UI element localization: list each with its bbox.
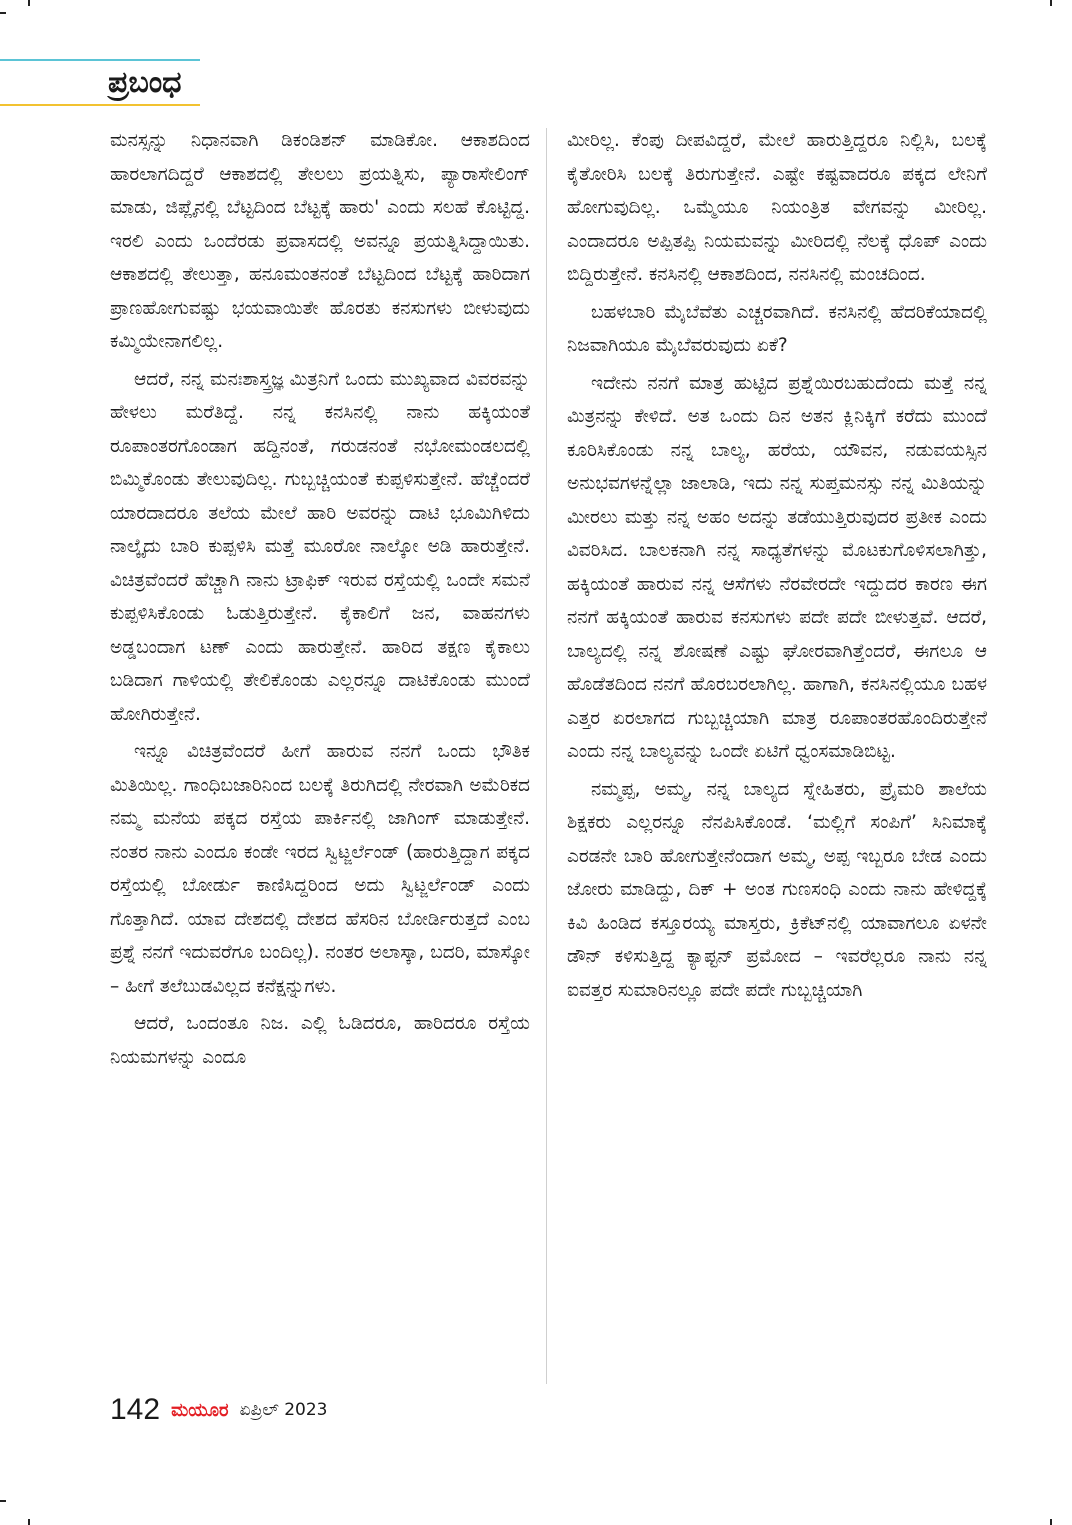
paragraph: ಆದರೆ, ಒಂದಂತೂ ನಿಜ. ಎಲ್ಲಿ ಓಡಿದರೂ, ಹಾರಿದರೂ ರಸ್ತೆಯ ನಿಯಮಗಳನ್ನು ಎಂದೂ bbox=[110, 1013, 530, 1068]
magazine-logo: ಮಯೂರ bbox=[171, 1399, 229, 1421]
page-footer bbox=[110, 1392, 327, 1432]
paragraph: ನಮ್ಮಪ್ಪ, ಅಮ್ಮ, ನನ್ನ ಬಾಲ್ಯದ ಸ್ನೇಹಿತರು, ಪ್ರೈಮರಿ ಶಾಲೆಯ ಶಿಕ್ಷಕರು ಎಲ್ಲರನ್ನೂ ನೆನಪಿಸಿಕೊಂಡೆ. ‘ಮಲ್ಲಿಗೆ ಸಂಪಿಗೆ’ ಸಿನಿಮಾಕ್ಕೆ ಎರಡನೇ ಬಾರಿ ಹೋಗುತ್ತೇನೆಂದಾಗ ಅಮ್ಮ, ಅಪ್ಪ ಇಬ್ಬರೂ ಬೇಡ ಎಂದು ಜೋರು ಮಾಡಿದ್ದು, ದಿಕ್ + ಅಂತ ಗುಣಸಂಧಿ ಎಂದು ನಾನು ಹೇಳಿದ್ದಕ್ಕೆ ಕಿವಿ ಹಿಂಡಿದ ಕಸ್ತೂರಯ್ಯ ಮಾಸ್ತರು, ಕ್ರಿಕೆಟ್‌ನಲ್ಲಿ ಯಾವಾಗಲೂ ಏಳನೇ ಡೌನ್ ಕಳಿಸುತ್ತಿದ್ದ ಕ್ಯಾಪ್ಟನ್ ಪ್ರಮೋದ – ಇವರೆಲ್ಲರೂ ನಾನು ನನ್ನ ಐವತ್ತರ ಸುಮಾರಿನಲ್ಲೂ ಪದೇ ಪದೇ ಗುಬ್ಬಚ್ಚಿಯಾಗಿ bbox=[567, 778, 987, 1001]
column-divider bbox=[546, 128, 547, 1384]
issue-date: ಏಪ್ರಿಲ್ 2023 bbox=[239, 1400, 328, 1420]
page-number: 142 bbox=[110, 1393, 161, 1426]
article-column-right bbox=[567, 124, 987, 1384]
section-title: ಪ್ರಬಂಧ bbox=[108, 65, 182, 100]
crop-mark bbox=[0, 12, 6, 14]
paragraph: ಮನಸ್ಸನ್ನು ನಿಧಾನವಾಗಿ ಡಿಕಂಡಿಶನ್ ಮಾಡಿಕೋ. ಆಕಾಶದಿಂದ ಹಾರಲಾಗದಿದ್ದರೆ ಆಕಾಶದಲ್ಲಿ ತೇಲಲು ಪ್ರಯತ್ನಿಸು, ಪ್ಯಾರಾಸೇಲಿಂಗ್ ಮಾಡು, ಜಿಪ್ಲೈನಲ್ಲಿ ಬೆಟ್ಟದಿಂದ ಬೆಟ್ಟಕ್ಕೆ ಹಾರು' ಎಂದು ಸಲಹೆ ಕೊಟ್ಟಿದ್ದ. ಇರಲಿ ಎಂದು ಒಂದೆರಡು ಪ್ರವಾಸದಲ್ಲಿ ಅವನ್ನೂ ಪ್ರಯತ್ನಿಸಿದ್ದಾಯಿತು. ಆಕಾಶದಲ್ಲಿ ತೇಲುತ್ತಾ, ಹನೂಮಂತನಂತೆ ಬೆಟ್ಟದಿಂದ ಬೆಟ್ಟಕ್ಕೆ ಹಾರಿದಾಗ ಪ್ರಾಣಹೋಗುವಷ್ಟು ಭಯವಾಯಿತೇ ಹೊರತು ಕನಸುಗಳು ಬೀಳುವುದು ಕಮ್ಮಿಯೇನಾಗಲಿಲ್ಲ. bbox=[110, 130, 530, 352]
section-rule-bottom bbox=[0, 104, 200, 106]
paragraph: ಆದರೆ, ನನ್ನ ಮನಃಶಾಸ್ತ್ರಜ್ಞ ಮಿತ್ರನಿಗೆ ಒಂದು ಮುಖ್ಯವಾದ ವಿವರವನ್ನು ಹೇಳಲು ಮರೆತಿದ್ದೆ. ನನ್ನ ಕನಸಿನಲ್ಲಿ ನಾನು ಹಕ್ಕಿಯಂತೆ ರೂಪಾಂತರಗೊಂಡಾಗ ಹದ್ದಿನಂತೆ, ಗರುಡನಂತೆ ನಭೋಮಂಡಲದಲ್ಲಿ ಬಿಮ್ಮಿಕೊಂಡು ತೇಲುವುದಿಲ್ಲ. ಗುಬ್ಬಚ್ಚಿಯಂತೆ ಕುಪ್ಪಳಿಸುತ್ತೇನೆ. ಹೆಚ್ಚೆಂದರೆ ಯಾರದಾದರೂ ತಲೆಯ ಮೇಲೆ ಹಾರಿ ಅವರನ್ನು ದಾಟಿ ಭೂಮಿಗಿಳಿದು ನಾಲ್ಕೈದು ಬಾರಿ ಕುಪ್ಪಳಿಸಿ ಮತ್ತೆ ಮೂರೋ ನಾಲ್ಕೋ ಅಡಿ ಹಾರುತ್ತೇನೆ. ವಿಚಿತ್ರವೆಂದರೆ ಹೆಚ್ಚಾಗಿ ನಾನು ಟ್ರಾಫಿಕ್ ಇರುವ ರಸ್ತೆಯಲ್ಲಿ ಒಂದೇ ಸಮನೆ ಕುಪ್ಪಳಿಸಿಕೊಂಡು ಓಡುತ್ತಿರುತ್ತೇನೆ. ಕೈಕಾಲಿಗೆ ಜನ, ವಾಹನಗಳು ಅಡ್ಡಬಂದಾಗ ಟಣ್ ಎಂದು ಹಾರುತ್ತೇನೆ. ಹಾರಿದ ತಕ್ಷಣ ಕೈಕಾಲು ಬಡಿದಾಗ ಗಾಳಿಯಲ್ಲಿ ತೇಲಿಕೊಂಡು ಎಲ್ಲರನ್ನೂ ದಾಟಿಕೊಂಡು ಮುಂದೆ ಹೋಗಿರುತ್ತೇನೆ. bbox=[110, 368, 530, 725]
crop-mark bbox=[1050, 0, 1052, 6]
crop-mark bbox=[28, 1519, 30, 1525]
paragraph: ಬಹಳಬಾರಿ ಮೈಬೆವೆತು ಎಚ್ಚರವಾಗಿದೆ. ಕನಸಿನಲ್ಲಿ ಹೆದರಿಕೆಯಾದಲ್ಲಿ ನಿಜವಾಗಿಯೂ ಮೈಬೆವರುವುದು ಏಕೆ? bbox=[567, 301, 987, 356]
crop-mark bbox=[0, 1500, 6, 1502]
paragraph: ಇದೇನು ನನಗೆ ಮಾತ್ರ ಹುಟ್ಟಿದ ಪ್ರಶ್ನೆಯಿರಬಹುದೆಂದು ಮತ್ತೆ ನನ್ನ ಮಿತ್ರನನ್ನು ಕೇಳಿದೆ. ಅತ ಒಂದು ದಿನ ಅತನ ಕ್ಲಿನಿಕ್ಕಿಗೆ ಕರೆದು ಮುಂದೆ ಕೂರಿಸಿಕೊಂಡು ನನ್ನ ಬಾಲ್ಯ, ಹರೆಯ, ಯೌವನ, ನಡುವಯಸ್ಸಿನ ಅನುಭವಗಳನ್ನೆಲ್ಲಾ ಜಾಲಾಡಿ, ಇದು ನನ್ನ ಸುಪ್ತಮನಸ್ಸು ನನ್ನ ಮಿತಿಯನ್ನು ಮೀರಲು ಮತ್ತು ನನ್ನ ಅಹಂ ಅದನ್ನು ತಡೆಯುತ್ತಿರುವುದರ ಪ್ರತೀಕ ಎಂದು ವಿವರಿಸಿದ. ಬಾಲಕನಾಗಿ ನನ್ನ ಸಾಧ್ಯತೆಗಳನ್ನು ಮೊಟಕುಗೊಳಿಸಲಾಗಿತ್ತು, ಹಕ್ಕಿಯಂತೆ ಹಾರುವ ನನ್ನ ಆಸೆಗಳು ನೆರವೇರದೇ ಇದ್ದುದರ ಕಾರಣ ಈಗ ನನಗೆ ಹಕ್ಕಿಯಂತೆ ಹಾರುವ ಕನಸುಗಳು ಪದೇ ಪದೇ ಬೀಳುತ್ತವೆ. ಆದರೆ, ಬಾಲ್ಯದಲ್ಲಿ ನನ್ನ ಶೋಷಣೆ ಎಷ್ಟು ಘೋರವಾಗಿತ್ತೆಂದರೆ, ಈಗಲೂ ಆ ಹೊಡೆತದಿಂದ ನನಗೆ ಹೊರಬರಲಾಗಿಲ್ಲ. ಹಾಗಾಗಿ, ಕನಸಿನಲ್ಲಿಯೂ ಬಹಳ ಎತ್ತರ ಏರಲಾಗದ ಗುಬ್ಬಚ್ಚಿಯಾಗಿ ಮಾತ್ರ ರೂಪಾಂತರಹೊಂದಿರುತ್ತೇನೆ ಎಂದು ನನ್ನ ಬಾಲ್ಯವನ್ನು ಒಂದೇ ಏಟಿಗೆ ಧ್ವಂಸಮಾಡಿಬಿಟ್ಟ. bbox=[567, 372, 987, 762]
section-rule-top bbox=[0, 59, 200, 61]
crop-mark bbox=[28, 0, 30, 6]
paragraph: ಮೀರಿಲ್ಲ. ಕೆಂಪು ದೀಪವಿದ್ದರೆ, ಮೇಲೆ ಹಾರುತ್ತಿದ್ದರೂ ನಿಲ್ಲಿಸಿ, ಬಲಕ್ಕೆ ಕೈತೋರಿಸಿ ಬಲಕ್ಕೆ ತಿರುಗುತ್ತೇನೆ. ಎಷ್ಟೇ ಕಷ್ಟವಾದರೂ ಪಕ್ಕದ ಲೇನಿಗೆ ಹೋಗುವುದಿಲ್ಲ. ಒಮ್ಮೆಯೂ ನಿಯಂತ್ರಿತ ವೇಗವನ್ನು ಮೀರಿಲ್ಲ. ಎಂದಾದರೂ ಅಪ್ಪಿತಪ್ಪಿ ನಿಯಮವನ್ನು ಮೀರಿದಲ್ಲಿ ನೆಲಕ್ಕೆ ಧೊಪ್ ಎಂದು ಬಿದ್ದಿರುತ್ತೇನೆ. ಕನಸಿನಲ್ಲಿ ಆಕಾಶದಿಂದ, ನನಸಿನಲ್ಲಿ ಮಂಚದಿಂದ. bbox=[567, 130, 987, 285]
crop-mark bbox=[1050, 1519, 1052, 1525]
paragraph: ಇನ್ನೂ ವಿಚಿತ್ರವೆಂದರೆ ಹೀಗೆ ಹಾರುವ ನನಗೆ ಒಂದು ಭೌತಿಕ ಮಿತಿಯಿಲ್ಲ. ಗಾಂಧಿಬಜಾರಿನಿಂದ ಬಲಕ್ಕೆ ತಿರುಗಿದಲ್ಲಿ ನೇರವಾಗಿ ಅಮೆರಿಕದ ನಮ್ಮ ಮನೆಯ ಪಕ್ಕದ ರಸ್ತೆಯ ಪಾರ್ಕಿನಲ್ಲಿ ಜಾಗಿಂಗ್ ಮಾಡುತ್ತೇನೆ. ನಂತರ ನಾನು ಎಂದೂ ಕಂಡೇ ಇರದ ಸ್ವಿಟ್ಜರ್ಲೆಂಡ್ (ಹಾರುತ್ತಿದ್ದಾಗ ಪಕ್ಕದ ರಸ್ತೆಯಲ್ಲಿ ಬೋರ್ಡು ಕಾಣಿಸಿದ್ದರಿಂದ ಅದು ಸ್ವಿಟ್ಜರ್ಲೆಂಡ್ ಎಂದು ಗೊತ್ತಾಗಿದೆ. ಯಾವ ದೇಶದಲ್ಲಿ ದೇಶದ ಹೆಸರಿನ ಬೋರ್ಡಿರುತ್ತದೆ ಎಂಬ ಪ್ರಶ್ನೆ ನನಗೆ ಇದುವರೆಗೂ ಬಂದಿಲ್ಲ). ನಂತರ ಅಲಾಸ್ಕಾ, ಬದರಿ, ಮಾಸ್ಕೋ – ಹೀಗೆ ತಲೆಬುಡವಿಲ್ಲದ ಕನೆಕ್ಷನ್ನುಗಳು. bbox=[110, 741, 530, 997]
article-column-left bbox=[110, 124, 530, 1384]
